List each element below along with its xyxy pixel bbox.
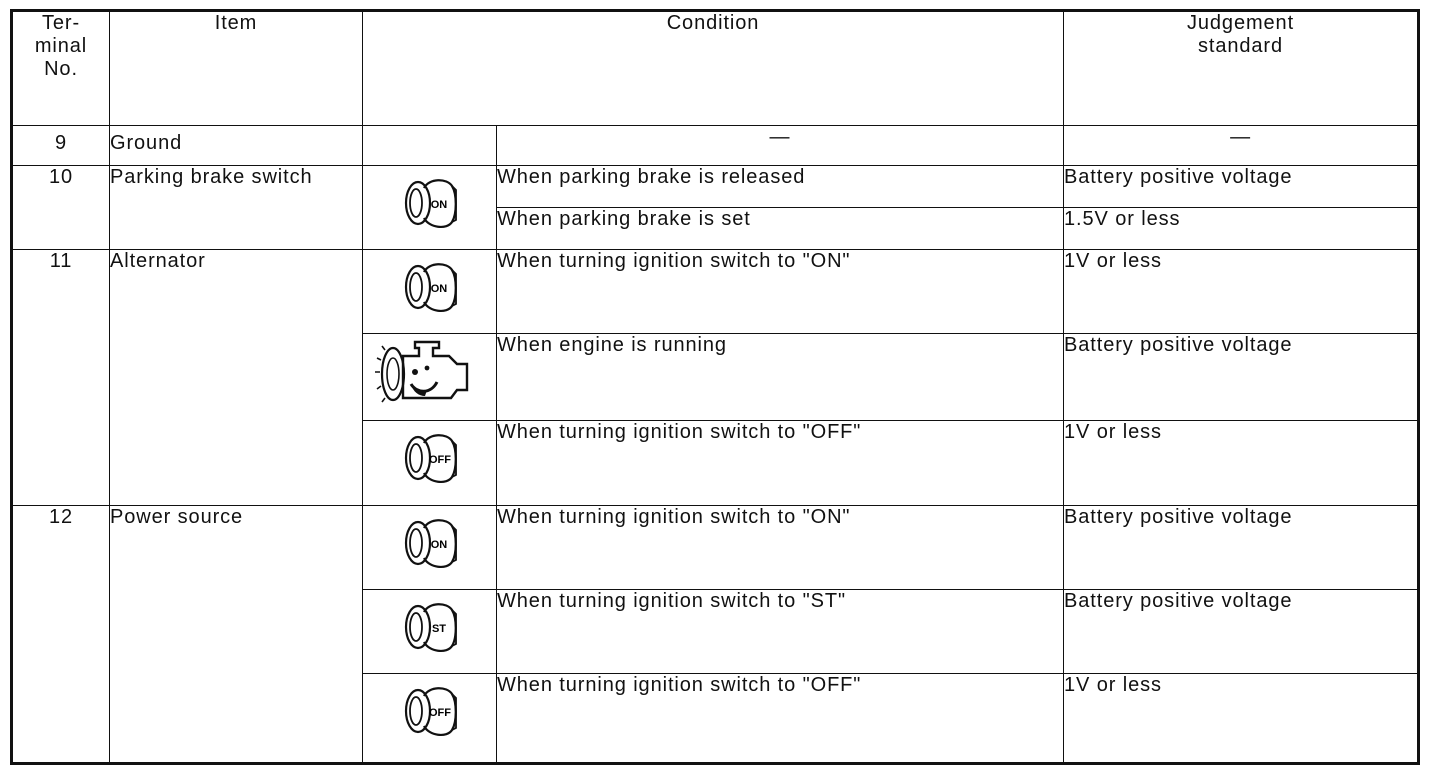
- judgement-value: —: [1064, 126, 1419, 166]
- condition-text: When turning ignition switch to "OFF": [497, 421, 1064, 506]
- header-row: [12, 11, 1419, 126]
- terminal-number: 11: [12, 250, 110, 506]
- condition-icon-cell: [363, 590, 497, 674]
- header-terminal-line-2: minal: [34, 35, 88, 57]
- terminal-number: 12: [12, 506, 110, 764]
- condition-text: When turning ignition switch to "OFF": [497, 674, 1064, 764]
- terminal-number: 10: [12, 166, 110, 250]
- judgement-value: 1V or less: [1064, 250, 1419, 334]
- header-terminal-line-3: No.: [44, 58, 78, 80]
- table-row-terminal-10: [12, 166, 1419, 208]
- condition-text: When parking brake is released: [497, 166, 1064, 208]
- key-position-label: OFF: [428, 454, 451, 466]
- judgement-value: Battery positive voltage: [1064, 166, 1419, 208]
- condition-icon-cell: [363, 334, 497, 421]
- condition-text: When turning ignition switch to "ON": [497, 250, 1064, 334]
- ignition-key-off-icon: [395, 674, 465, 746]
- judgement-value: Battery positive voltage: [1064, 334, 1419, 421]
- terminal-inspection-table-page: [10, 9, 1417, 767]
- condition-text: —: [497, 126, 1064, 166]
- condition-icon-cell: [363, 421, 497, 506]
- table-row-terminal-9: [12, 126, 1419, 166]
- engine-running-icon: [375, 334, 485, 414]
- condition-icon-cell: [363, 166, 497, 250]
- condition-text: When turning ignition switch to "ON": [497, 506, 1064, 590]
- key-position-label: ON: [430, 539, 447, 551]
- terminal-inspection-table: [10, 9, 1420, 765]
- judgement-value: 1V or less: [1064, 674, 1419, 764]
- header-item: Item: [110, 11, 363, 126]
- judgement-value: 1V or less: [1064, 421, 1419, 506]
- judgement-value: Battery positive voltage: [1064, 506, 1419, 590]
- key-position-label: OFF: [428, 707, 451, 719]
- table-row-terminal-11: [12, 250, 1419, 334]
- judgement-value: Battery positive voltage: [1064, 590, 1419, 674]
- ignition-key-on-icon: [395, 506, 465, 578]
- condition-icon-cell-empty: [363, 126, 497, 166]
- condition-icon-cell: [363, 506, 497, 590]
- header-judgement-line-2: standard: [1197, 35, 1284, 57]
- key-position-label: ST: [431, 623, 446, 635]
- terminal-number: 9: [12, 126, 110, 166]
- condition-icon-cell: [363, 250, 497, 334]
- item-name: Parking brake switch: [110, 166, 363, 250]
- table-row-terminal-12: [12, 506, 1419, 590]
- ignition-key-off-icon: [395, 421, 465, 493]
- condition-text: When engine is running: [497, 334, 1064, 421]
- ignition-key-st-icon: [395, 590, 465, 662]
- key-position-label: ON: [430, 199, 447, 211]
- condition-text: When turning ignition switch to "ST": [497, 590, 1064, 674]
- item-name: Alternator: [110, 250, 363, 506]
- header-judgement: [1064, 11, 1419, 126]
- condition-text: When parking brake is set: [497, 208, 1064, 250]
- ignition-key-on-icon: [395, 250, 465, 322]
- header-judgement-line-1: Judgement: [1186, 12, 1295, 34]
- condition-icon-cell: [363, 674, 497, 764]
- item-name: Power source: [110, 506, 363, 764]
- key-position-label: ON: [430, 283, 447, 295]
- item-name: Ground: [110, 126, 363, 166]
- ignition-key-on-icon: [395, 166, 465, 238]
- header-condition: Condition: [363, 11, 1064, 126]
- header-terminal-line-1: Ter-: [41, 12, 81, 34]
- header-terminal-no: [12, 11, 110, 126]
- judgement-value: 1.5V or less: [1064, 208, 1419, 250]
